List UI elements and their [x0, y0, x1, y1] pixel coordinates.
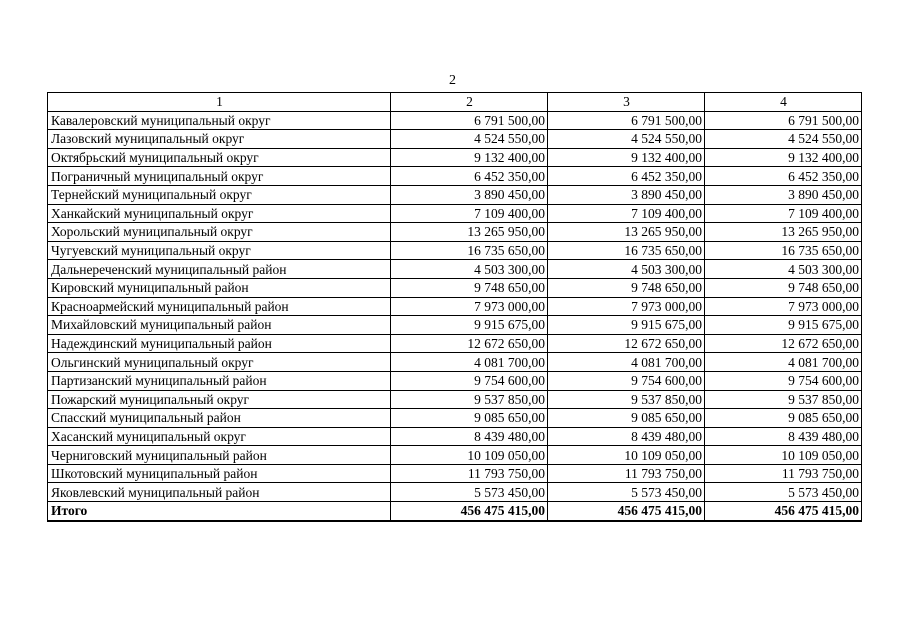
page-number: 2	[449, 73, 456, 88]
municipality-name: Кировский муниципальный район	[48, 278, 391, 297]
value-col-4: 13 265 950,00	[705, 223, 862, 242]
value-col-3: 9 537 850,00	[548, 390, 705, 409]
value-col-2: 7 973 000,00	[391, 297, 548, 316]
municipality-name: Октябрьский муниципальный округ	[48, 148, 391, 167]
value-col-4: 9 132 400,00	[705, 148, 862, 167]
table-row	[48, 334, 862, 353]
table-row	[48, 260, 862, 279]
municipality-name: Шкотовский муниципальный район	[48, 464, 391, 483]
table-row	[48, 167, 862, 186]
municipality-name: Тернейский муниципальный округ	[48, 185, 391, 204]
table-row	[48, 427, 862, 446]
municipality-name: Пожарский муниципальный округ	[48, 390, 391, 409]
value-col-4: 10 109 050,00	[705, 446, 862, 465]
total-label: Итого	[48, 502, 391, 521]
value-col-3: 4 524 550,00	[548, 130, 705, 149]
value-col-4: 9 085 650,00	[705, 409, 862, 428]
municipality-name: Хорольский муниципальный округ	[48, 223, 391, 242]
municipality-name: Партизанский муниципальный район	[48, 371, 391, 390]
value-col-4: 4 524 550,00	[705, 130, 862, 149]
value-col-4: 6 452 350,00	[705, 167, 862, 186]
value-col-3: 10 109 050,00	[548, 446, 705, 465]
value-col-3: 13 265 950,00	[548, 223, 705, 242]
value-col-2: 16 735 650,00	[391, 241, 548, 260]
municipality-name: Дальнереченский муниципальный район	[48, 260, 391, 279]
value-col-4: 8 439 480,00	[705, 427, 862, 446]
municipality-name: Ханкайский муниципальный округ	[48, 204, 391, 223]
municipality-name: Надеждинский муниципальный район	[48, 334, 391, 353]
value-col-2: 9 132 400,00	[391, 148, 548, 167]
value-col-3: 9 085 650,00	[548, 409, 705, 428]
column-header-1: 1	[48, 93, 391, 112]
table-row	[48, 111, 862, 130]
value-col-3: 12 672 650,00	[548, 334, 705, 353]
value-col-3: 4 503 300,00	[548, 260, 705, 279]
value-col-3: 7 973 000,00	[548, 297, 705, 316]
value-col-2: 4 524 550,00	[391, 130, 548, 149]
header-row	[48, 93, 862, 112]
municipality-name: Лазовский муниципальный округ	[48, 130, 391, 149]
value-col-2: 11 793 750,00	[391, 464, 548, 483]
table-row	[48, 353, 862, 372]
table-row	[48, 148, 862, 167]
municipality-name: Хасанский муниципальный округ	[48, 427, 391, 446]
value-col-4: 12 672 650,00	[705, 334, 862, 353]
value-col-3: 9 748 650,00	[548, 278, 705, 297]
value-col-2: 9 915 675,00	[391, 316, 548, 335]
value-col-2: 9 754 600,00	[391, 371, 548, 390]
value-col-2: 5 573 450,00	[391, 483, 548, 502]
value-col-4: 4 081 700,00	[705, 353, 862, 372]
table-row	[48, 130, 862, 149]
value-col-3: 3 890 450,00	[548, 185, 705, 204]
municipality-name: Михайловский муниципальный район	[48, 316, 391, 335]
value-col-2: 8 439 480,00	[391, 427, 548, 446]
municipality-name: Яковлевский муниципальный район	[48, 483, 391, 502]
column-header-3: 3	[548, 93, 705, 112]
table-footer	[48, 502, 862, 521]
table-row	[48, 316, 862, 335]
total-row	[48, 502, 862, 521]
value-col-3: 16 735 650,00	[548, 241, 705, 260]
value-col-3: 9 132 400,00	[548, 148, 705, 167]
value-col-3: 5 573 450,00	[548, 483, 705, 502]
table-row	[48, 297, 862, 316]
value-col-2: 13 265 950,00	[391, 223, 548, 242]
value-col-4: 3 890 450,00	[705, 185, 862, 204]
municipality-name: Спасский муниципальный район	[48, 409, 391, 428]
value-col-3: 8 439 480,00	[548, 427, 705, 446]
value-col-4: 5 573 450,00	[705, 483, 862, 502]
municipality-name: Чугуевский муниципальный округ	[48, 241, 391, 260]
value-col-4: 6 791 500,00	[705, 111, 862, 130]
value-col-2: 6 791 500,00	[391, 111, 548, 130]
value-col-2: 4 081 700,00	[391, 353, 548, 372]
municipality-name: Кавалеровский муниципальный округ	[48, 111, 391, 130]
value-col-4: 9 754 600,00	[705, 371, 862, 390]
value-col-4: 7 973 000,00	[705, 297, 862, 316]
column-header-4: 4	[705, 93, 862, 112]
value-col-2: 12 672 650,00	[391, 334, 548, 353]
table-body	[48, 111, 862, 501]
value-col-4: 9 915 675,00	[705, 316, 862, 335]
table-row	[48, 446, 862, 465]
table-row	[48, 409, 862, 428]
value-col-2: 10 109 050,00	[391, 446, 548, 465]
value-col-3: 9 915 675,00	[548, 316, 705, 335]
table-row	[48, 278, 862, 297]
value-col-3: 4 081 700,00	[548, 353, 705, 372]
table-row	[48, 483, 862, 502]
value-col-4: 16 735 650,00	[705, 241, 862, 260]
budget-table	[47, 92, 862, 522]
value-col-2: 9 748 650,00	[391, 278, 548, 297]
value-col-4: 11 793 750,00	[705, 464, 862, 483]
table-row	[48, 223, 862, 242]
value-col-4: 9 748 650,00	[705, 278, 862, 297]
value-col-3: 6 791 500,00	[548, 111, 705, 130]
value-col-4: 4 503 300,00	[705, 260, 862, 279]
total-value-3: 456 475 415,00	[548, 502, 705, 521]
table-row	[48, 371, 862, 390]
municipality-name: Ольгинский муниципальный округ	[48, 353, 391, 372]
table-header	[48, 93, 862, 112]
value-col-2: 3 890 450,00	[391, 185, 548, 204]
table-row	[48, 464, 862, 483]
column-header-2: 2	[391, 93, 548, 112]
total-value-2: 456 475 415,00	[391, 502, 548, 521]
table-row	[48, 204, 862, 223]
value-col-2: 7 109 400,00	[391, 204, 548, 223]
table-row	[48, 390, 862, 409]
value-col-2: 9 537 850,00	[391, 390, 548, 409]
value-col-3: 9 754 600,00	[548, 371, 705, 390]
value-col-3: 11 793 750,00	[548, 464, 705, 483]
value-col-4: 9 537 850,00	[705, 390, 862, 409]
table-row	[48, 241, 862, 260]
municipality-name: Красноармейский муниципальный район	[48, 297, 391, 316]
value-col-3: 6 452 350,00	[548, 167, 705, 186]
value-col-2: 9 085 650,00	[391, 409, 548, 428]
total-value-4: 456 475 415,00	[705, 502, 862, 521]
value-col-3: 7 109 400,00	[548, 204, 705, 223]
value-col-2: 6 452 350,00	[391, 167, 548, 186]
municipality-name: Пограничный муниципальный округ	[48, 167, 391, 186]
value-col-4: 7 109 400,00	[705, 204, 862, 223]
value-col-2: 4 503 300,00	[391, 260, 548, 279]
table-row	[48, 185, 862, 204]
municipality-name: Черниговский муниципальный район	[48, 446, 391, 465]
